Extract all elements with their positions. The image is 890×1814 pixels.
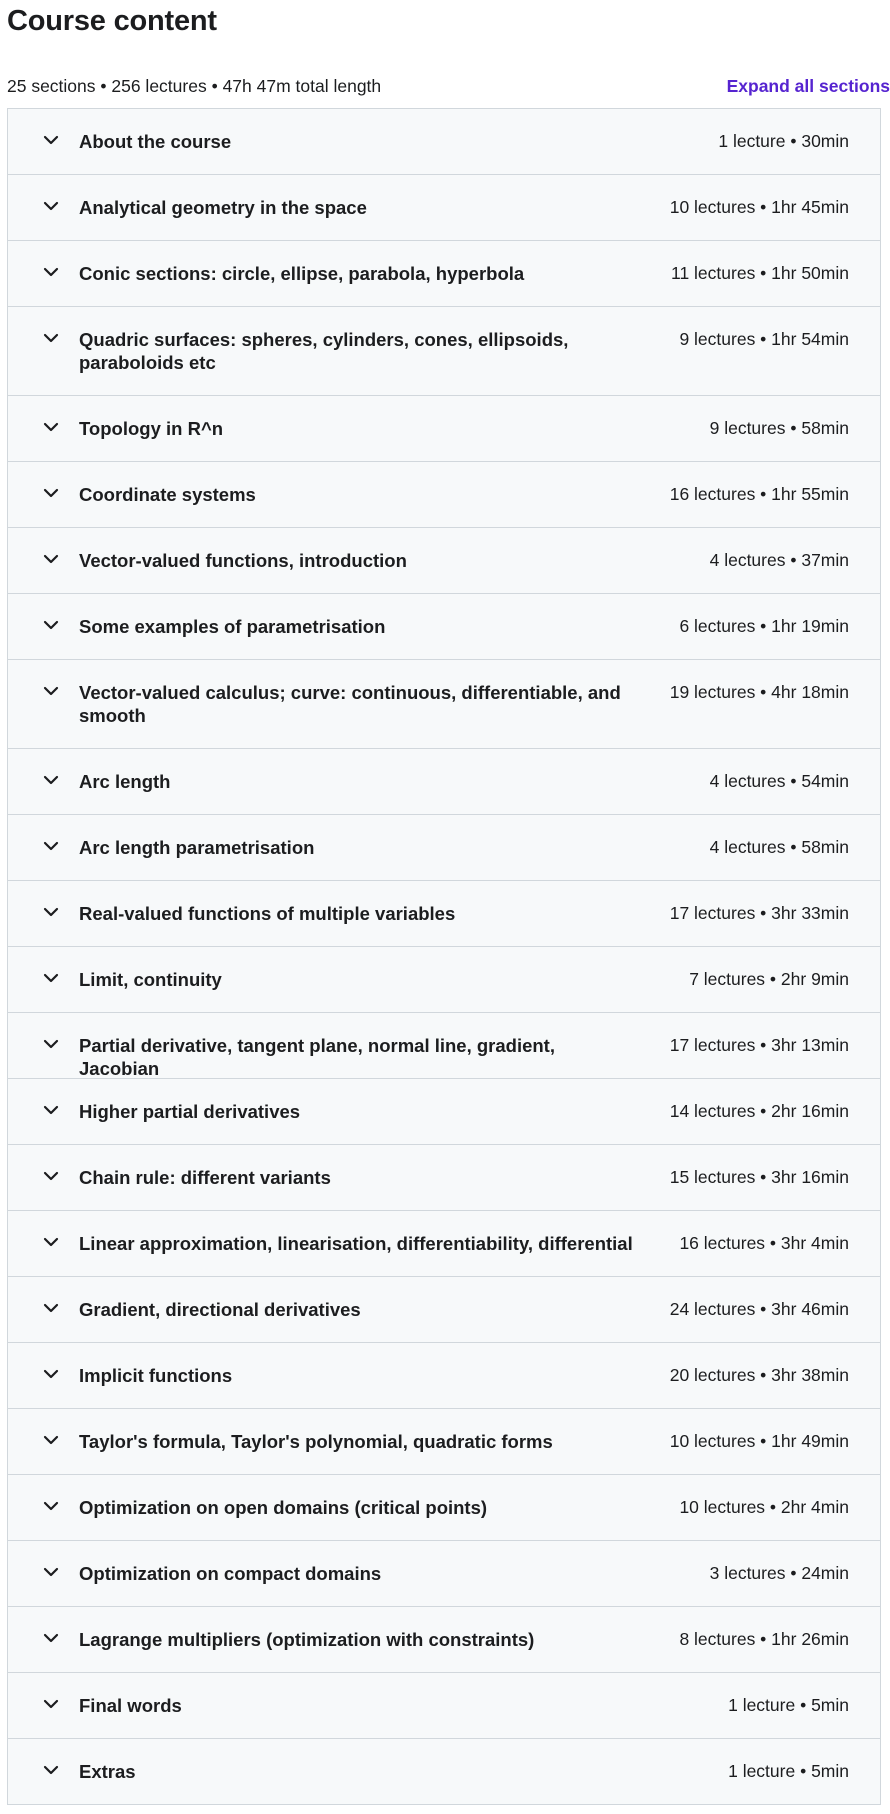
section-header[interactable] [8,109,880,175]
section-header[interactable] [8,462,880,528]
page-title: Course content [7,5,217,37]
section-meta: 17 lectures • 3hr 13min [669,1035,849,1055]
chevron-down-icon[interactable] [41,1430,61,1450]
section-title: Final words [79,1695,182,1716]
section-header[interactable] [8,396,880,462]
section-meta: 10 lectures • 1hr 49min [669,1431,849,1451]
section-meta: 4 lectures • 58min [709,837,849,857]
section-header[interactable] [8,1607,880,1673]
section-title: Limit, continuity [79,969,222,990]
section-title: Vector-valued calculus; curve: continuous, differentiable, and smooth [79,682,621,726]
section-header[interactable] [8,1145,880,1211]
section-header[interactable] [8,749,880,815]
section-meta: 6 lectures • 1hr 19min [679,616,849,636]
section-meta: 15 lectures • 3hr 16min [669,1167,849,1187]
section-meta: 1 lecture • 5min [728,1695,849,1715]
chevron-down-icon[interactable] [41,1034,61,1054]
section-title: Optimization on compact domains [79,1563,382,1584]
section-header[interactable] [8,175,880,241]
section-title: Partial derivative, tangent plane, normal line, gradient, Jacobian [79,1035,555,1079]
section-title: About the course [79,131,232,152]
section-header[interactable] [8,307,880,396]
section-meta: 11 lectures • 1hr 50min [671,263,849,283]
chevron-down-icon[interactable] [41,417,61,437]
section-title: Gradient, directional derivatives [79,1299,361,1320]
chevron-down-icon[interactable] [41,196,61,216]
section-meta: 9 lectures • 1hr 54min [679,329,849,349]
section-meta: 3 lectures • 24min [709,1563,849,1583]
section-meta: 7 lectures • 2hr 9min [689,969,849,989]
section-meta: 17 lectures • 3hr 33min [669,903,849,923]
course-summary: 25 sections • 256 lectures • 47h 47m total length [7,75,382,96]
chevron-down-icon[interactable] [41,1364,61,1384]
section-meta: 4 lectures • 54min [709,771,849,791]
chevron-down-icon[interactable] [41,328,61,348]
section-meta: 24 lectures • 3hr 46min [669,1299,849,1319]
section-header[interactable] [8,947,880,1013]
chevron-down-icon[interactable] [41,1562,61,1582]
section-meta: 10 lectures • 1hr 45min [669,197,849,217]
chevron-down-icon[interactable] [41,770,61,790]
section-header[interactable] [8,815,880,881]
chevron-down-icon[interactable] [41,1166,61,1186]
section-title: Topology in R^n [79,418,224,439]
section-meta: 16 lectures • 3hr 4min [679,1233,849,1253]
section-header[interactable] [8,1013,880,1079]
section-meta: 14 lectures • 2hr 16min [669,1101,849,1121]
section-title: Higher partial derivatives [79,1101,301,1122]
section-meta: 9 lectures • 58min [709,418,849,438]
section-header[interactable] [8,1673,880,1739]
section-title: Quadric surfaces: spheres, cylinders, cones, ellipsoids, paraboloids etc [79,329,569,373]
section-header[interactable] [8,241,880,307]
expand-all-sections-button[interactable]: Expand all sections [726,75,890,96]
section-title: Linear approximation, linearisation, differentiability, differential [79,1233,633,1254]
section-title: Lagrange multipliers (optimization with constraints) [79,1629,535,1650]
chevron-down-icon[interactable] [41,681,61,701]
section-header[interactable] [8,1079,880,1145]
section-meta: 4 lectures • 37min [709,550,849,570]
section-header[interactable] [8,881,880,947]
section-title: Implicit functions [79,1365,233,1386]
section-meta: 1 lecture • 5min [728,1761,849,1781]
chevron-down-icon[interactable] [41,968,61,988]
section-title: Extras [79,1761,136,1782]
chevron-down-icon[interactable] [41,262,61,282]
section-meta: 19 lectures • 4hr 18min [669,682,849,702]
section-header[interactable] [8,528,880,594]
chevron-down-icon[interactable] [41,902,61,922]
section-header[interactable] [8,1739,880,1805]
section-title: Arc length parametrisation [79,837,315,858]
course-summary-row [7,64,890,108]
chevron-down-icon[interactable] [41,1298,61,1318]
section-title: Taylor's formula, Taylor's polynomial, quadratic forms [79,1431,553,1452]
section-title: Some examples of parametrisation [79,616,386,637]
chevron-down-icon[interactable] [41,1100,61,1120]
section-title: Arc length [79,771,171,792]
section-meta: 16 lectures • 1hr 55min [669,484,849,504]
section-header[interactable] [8,1541,880,1607]
section-header[interactable] [8,1277,880,1343]
section-header[interactable] [8,1211,880,1277]
chevron-down-icon[interactable] [41,483,61,503]
chevron-down-icon[interactable] [41,1232,61,1252]
section-meta: 10 lectures • 2hr 4min [679,1497,849,1517]
section-meta: 1 lecture • 30min [718,131,849,151]
section-title: Real-valued functions of multiple variables [79,903,456,924]
chevron-down-icon[interactable] [41,549,61,569]
section-header[interactable] [8,1475,880,1541]
chevron-down-icon[interactable] [41,1760,61,1780]
chevron-down-icon[interactable] [41,1496,61,1516]
section-meta: 20 lectures • 3hr 38min [669,1365,849,1385]
section-header[interactable] [8,660,880,749]
section-header[interactable] [8,1409,880,1475]
chevron-down-icon[interactable] [41,615,61,635]
chevron-down-icon[interactable] [41,836,61,856]
section-header[interactable] [8,1343,880,1409]
section-title: Analytical geometry in the space [79,197,367,218]
section-title: Conic sections: circle, ellipse, parabola, hyperbola [79,263,525,284]
chevron-down-icon[interactable] [41,1628,61,1648]
chevron-down-icon[interactable] [41,1694,61,1714]
section-title: Vector-valued functions, introduction [79,550,407,571]
section-header[interactable] [8,594,880,660]
section-title: Optimization on open domains (critical points) [79,1497,488,1518]
section-title: Coordinate systems [79,484,256,505]
chevron-down-icon[interactable] [41,130,61,150]
section-list [7,108,881,1805]
section-meta: 8 lectures • 1hr 26min [679,1629,849,1649]
section-title: Chain rule: different variants [79,1167,331,1188]
